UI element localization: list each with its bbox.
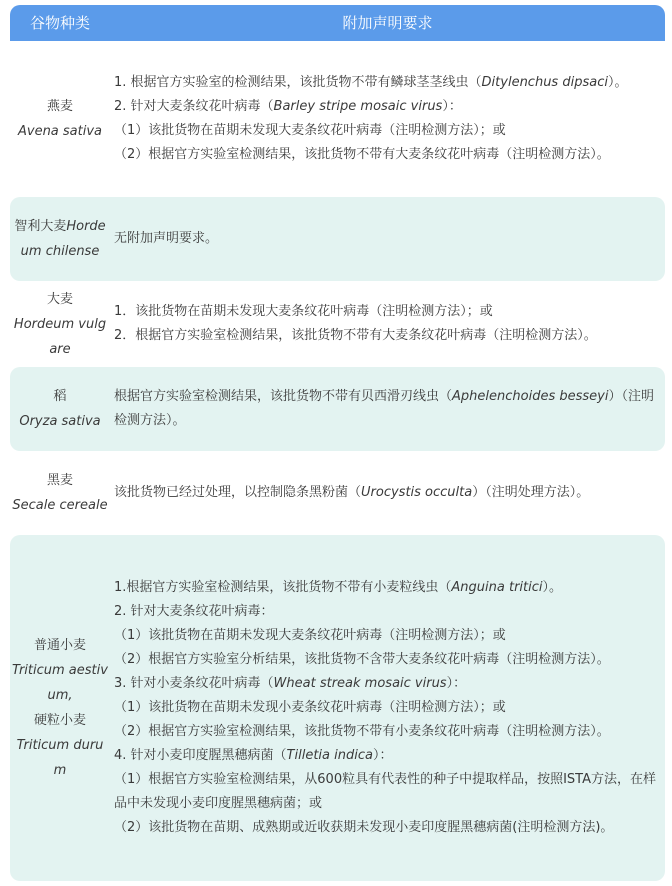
requirement-text [110,197,665,281]
requirement-line: 无附加声明要求。 [114,231,219,246]
crop-name-sci: Avena sativa [17,124,103,139]
crop-name-cn: 黑麦 [46,473,73,488]
requirements-table [10,5,665,881]
crop-name-sci: Secale cereale [12,498,108,513]
table-row [10,451,665,535]
crop-name-sci: Oryza sativa [19,414,101,429]
requirement-line: （1）该批货物在苗期未发现大麦条纹花叶病毒（注明检测方法）；或 [114,628,506,643]
requirement-line: （1）根据官方实验室检测结果，从600粒具有代表性的种子中提取样品，按照ISTA方法，在样品中未发现小麦印度腥黑穗病菌；或 [114,772,656,811]
requirement-line: 3. 针对小麦条纹花叶病毒（Wheat streak mosaic virus）： [114,676,467,691]
crop-name [10,451,110,535]
crop-name-cn: 硬粒小麦 [33,713,86,728]
table-row [10,281,665,367]
requirement-line: 4. 针对小麦印度腥黑穗病菌（Tilletia indica）： [114,748,393,763]
table-row [10,535,665,881]
requirement-line: （2）该批货物在苗期、成熟期或近收获期未发现小麦印度腥黑穗病菌(注明检测方法)。 [114,820,614,835]
crop-name-sci: Triticum durum [16,738,104,778]
crop-name-cn: 稻 [53,389,67,404]
requirement-line: 2. 针对大麦条纹花叶病毒（Barley stripe mosaic virus）： [114,99,462,114]
table-row [10,197,665,281]
header-declaration: 附加声明要求 [342,14,433,32]
requirement-line: 2．根据官方实验室检测结果，该批货物不带有大麦条纹花叶病毒（注明检测方法）。 [114,328,597,343]
crop-name-sci: Hordeum vulgare [13,316,107,357]
header-crop-type: 谷物种类 [29,14,90,32]
requirement-line: 1．该批货物在苗期未发现大麦条纹花叶病毒（注明检测方法）；或 [114,304,493,319]
requirement-text [110,535,665,881]
requirement-line: （2）根据官方实验室分析结果，该批货物不含带大麦条纹花叶病毒（注明检测方法）。 [114,652,610,667]
requirement-line: 1. 根据官方实验室的检测结果，该批货物不带有鳞球茎茎线虫（Ditylenchus dipsaci）。 [114,75,628,90]
crop-name-cn: 普通小麦 [33,638,86,653]
requirement-text [110,281,665,367]
requirement-line: 1.根据官方实验室检测结果，该批货物不带有小麦粒线虫（Anguina tritici）。 [114,580,563,595]
crop-name-cn: 燕麦 [46,99,73,114]
requirement-line: （1）该批货物在苗期未发现小麦条纹花叶病毒（注明检测方法）；或 [114,700,506,715]
crop-name-cn: 智利大麦 [14,219,67,234]
table-row [10,367,665,451]
table-row [10,41,665,197]
crop-name [10,41,110,197]
crop-name-sci: Triticum aestivum, [12,663,108,703]
requirement-line: （1）该批货物在苗期未发现大麦条纹花叶病毒（注明检测方法）；或 [114,123,506,138]
requirement-line: （2）根据官方实验室检测结果，该批货物不带有小麦条纹花叶病毒（注明检测方法）。 [114,724,610,739]
crop-name-sci: Hordeum chilense [20,219,106,259]
requirement-text [110,451,665,535]
crop-name [10,281,110,367]
crop-name [10,367,110,451]
requirement-line: 2. 针对大麦条纹花叶病毒： [114,604,274,619]
crop-name [10,535,110,881]
requirement-text [110,367,665,451]
crop-name [10,197,110,281]
requirement-line: 根据官方实验室检测结果，该批货物不带有贝西滑刃线虫（Aphelenchoides besseyi）（注明检测方法）。 [114,389,654,428]
requirement-line: （2）根据官方实验室检测结果，该批货物不带有大麦条纹花叶病毒（注明检测方法）。 [114,147,610,162]
requirement-text [110,41,665,197]
table-header [10,5,665,41]
crop-name-cn: 大麦 [46,291,73,307]
requirement-line: 该批货物已经过处理，以控制隐条黑粉菌（Urocystis occulta）（注明处理方法）。 [114,485,590,500]
